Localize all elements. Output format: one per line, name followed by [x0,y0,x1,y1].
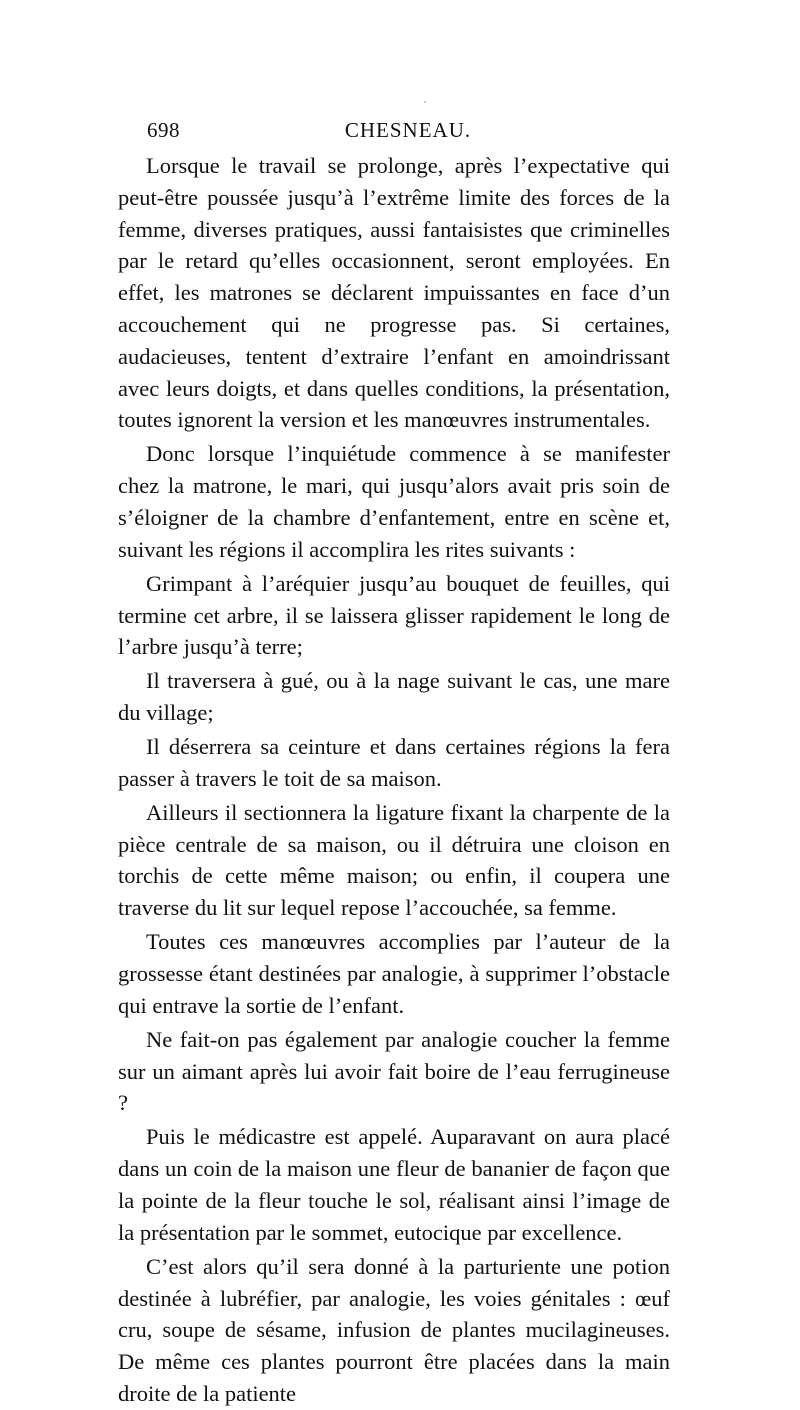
scan-speck [424,101,426,103]
paragraph: Lorsque le travail se prolonge, après l’expectative qui peut-être poussée jusqu’à l’extrême limite des forces de la femme, diverses pratiques, aussi fantaisistes que criminelles par le retard qu’elles occasionnent, seront employées. En effet, les matrones se déclarent impuissantes en face d’un accouchement qui ne progresse pas. Si certaines, audacieuses, tentent d’extraire l’enfant en amoindrissant avec leurs doigts, et dans quelles conditions, la présentation, toutes ignorent la version et les manœuvres instrumentales. [118,153,670,433]
paragraph: Grimpant à l’aréquier jusqu’au bouquet de feuilles, qui termine cet arbre, il se laissera glisser rapidement le long de l’arbre jusqu’à terre; [118,570,670,660]
page-number: 698 [147,118,180,142]
paragraph: Ne fait-on pas également par analogie coucher la femme sur un aimant après lui avoir fait boire de l’eau ferrugineuse ? [118,1026,670,1116]
paragraph: Il traversera à gué, ou à la nage suivant le cas, une mare du village; [118,668,670,726]
paragraph: Ailleurs il sectionnera la ligature fixant la charpente de la pièce centrale de sa maison, ou il détruira une cloison en torchis de cette même maison; ou enfin, il coupera une traverse du lit sur lequel repose l’accouchée, sa femme. [118,799,670,921]
paragraph: Toutes ces manœuvres accomplies par l’auteur de la grossesse étant destinées par analogie, à supprimer l’obstacle qui entrave la sortie de l’enfant. [118,929,670,1018]
paragraph: Donc lorsque l’inquiétude commence à se manifester chez la matrone, le mari, qui jusqu’alors avait pris soin de s’éloigner de la chambre d’enfantement, entre en scène et, suivant les régions il accomplira les rites suivants : [118,441,670,562]
paragraph: Puis le médicastre est appelé. Auparavant on aura placé dans un coin de la maison une fleur de bananier de façon que la pointe de la fleur touche le sol, réalisant ainsi l’image de la présentation par le sommet, eutocique par excellence. [118,1124,670,1245]
paragraph: C’est alors qu’il sera donné à la parturiente une potion destinée à lubréfier, par analogie, les voies génitales : œuf cru, soupe de sésame, infusion de plantes mucilagineuses. De même ces plantes pourront être placées dans la main droite de la patiente [118,1253,670,1406]
running-head: CHESNEAU. [344,118,472,142]
body-text [118,150,670,1410]
paragraph: Il déserrera sa ceinture et dans certaines régions la fera passer à travers le toit de sa maison. [118,734,670,791]
page-header [147,118,669,148]
